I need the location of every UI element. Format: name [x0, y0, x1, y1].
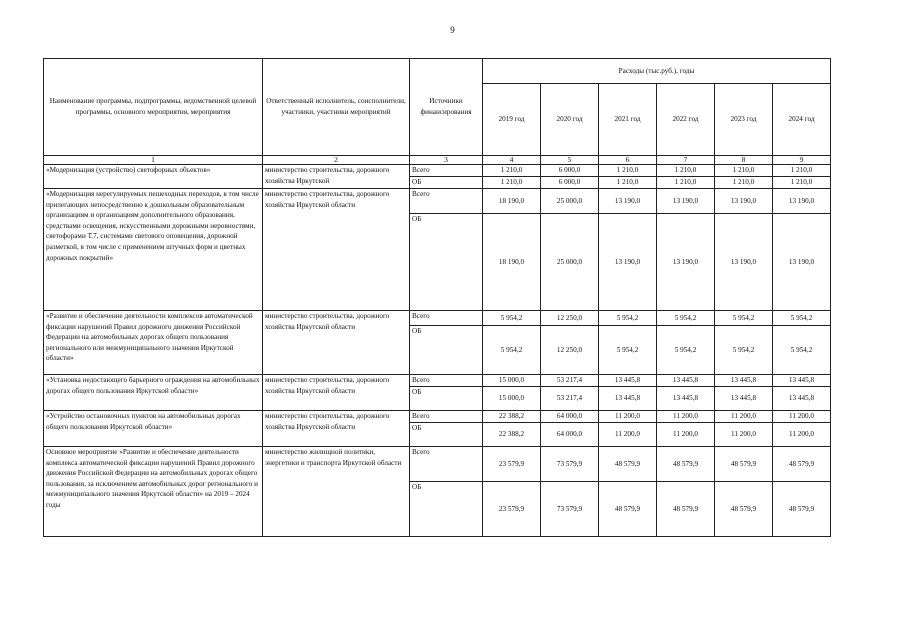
column-index-row [44, 156, 831, 165]
measure-row-total [44, 311, 831, 326]
total-value: 1 210,0 [599, 165, 657, 177]
total-value: 13 445,8 [657, 375, 715, 387]
ob-value: 11 200,0 [599, 423, 657, 447]
header-year: 2021 год [599, 84, 657, 156]
measure-row-total [44, 189, 831, 214]
measure-executor: министерство строительства, дорожного хозяйства Иркутской области [263, 411, 410, 447]
total-value: 1 210,0 [483, 165, 541, 177]
source-ob-label: ОБ [410, 326, 483, 375]
header-expenses: Расходы (тыс.руб.), годы [483, 59, 831, 84]
ob-value: 64 000,0 [541, 423, 599, 447]
source-ob-label: ОБ [410, 482, 483, 537]
source-total-label: Всего [410, 189, 483, 214]
source-ob-label: ОБ [410, 214, 483, 311]
ob-value: 12 250,0 [541, 326, 599, 375]
ob-value: 11 200,0 [715, 423, 773, 447]
measure-row-total [44, 375, 831, 387]
total-value: 25 000,0 [541, 189, 599, 214]
total-value: 64 000,0 [541, 411, 599, 423]
ob-value: 25 000,0 [541, 214, 599, 311]
measure-name: «Устройство остановочных пунктов на автомобильных дорогах общего пользования Иркутской области» [44, 411, 263, 447]
measure-executor: министерство строительства, дорожного хозяйства Иркутской [263, 165, 410, 189]
total-value: 13 445,8 [599, 375, 657, 387]
ob-value: 1 210,0 [483, 177, 541, 189]
header-source: Источники финансирования [410, 59, 483, 156]
source-total-label: Всего [410, 311, 483, 326]
total-value: 5 954,2 [657, 311, 715, 326]
total-value: 13 190,0 [599, 189, 657, 214]
header-year: 2023 год [715, 84, 773, 156]
ob-value: 48 579,9 [657, 482, 715, 537]
header-row-1 [44, 59, 831, 84]
total-value: 13 445,8 [715, 375, 773, 387]
header-executor: Ответственный исполнитель, соисполнители, участники, участники мероприятий [263, 59, 410, 156]
ob-value: 13 445,8 [599, 387, 657, 411]
total-value: 11 200,0 [657, 411, 715, 423]
total-value: 13 190,0 [715, 189, 773, 214]
ob-value: 13 190,0 [715, 214, 773, 311]
measure-executor: министерство жилищной политики, энергетики и транспорта Иркутской области [263, 447, 410, 537]
financing-table [43, 58, 831, 537]
measure-executor: министерство строительства, дорожного хозяйства Иркутской области [263, 189, 410, 311]
total-value: 23 579,9 [483, 447, 541, 482]
total-value: 48 579,9 [599, 447, 657, 482]
source-total-label: Всего [410, 375, 483, 387]
ob-value: 53 217,4 [541, 387, 599, 411]
ob-value: 13 445,8 [773, 387, 831, 411]
total-value: 5 954,2 [773, 311, 831, 326]
total-value: 1 210,0 [773, 165, 831, 177]
total-value: 12 250,0 [541, 311, 599, 326]
ob-value: 5 954,2 [483, 326, 541, 375]
source-ob-label: ОБ [410, 423, 483, 447]
ob-value: 73 579,9 [541, 482, 599, 537]
total-value: 11 200,0 [715, 411, 773, 423]
ob-value: 6 000,0 [541, 177, 599, 189]
column-index: 5 [541, 156, 599, 165]
measure-executor: министерство строительства, дорожного хозяйства Иркутской области [263, 311, 410, 375]
total-value: 15 000,0 [483, 375, 541, 387]
ob-value: 22 388,2 [483, 423, 541, 447]
measure-name: Основное мероприятие «Развитие и обеспечение деятельности комплекса автоматической фиксации нарушений Правил дорожного движения Российской Федерации на автомобильных дорогах общего пользования, за исключением автомобильных дорог регионального и межмуниципального значения Иркутской области» на 2019 – 2024 годы [44, 447, 263, 537]
ob-value: 5 954,2 [773, 326, 831, 375]
ob-value: 13 190,0 [773, 214, 831, 311]
total-value: 18 190,0 [483, 189, 541, 214]
measure-row-total [44, 447, 831, 482]
measure-name: «Установка недостающего барьерного ограждения на автомобильных дорогах общего пользования Иркутской области» [44, 375, 263, 411]
column-index: 6 [599, 156, 657, 165]
source-total-label: Всего [410, 411, 483, 423]
ob-value: 1 210,0 [657, 177, 715, 189]
ob-value: 48 579,9 [599, 482, 657, 537]
ob-value: 13 190,0 [657, 214, 715, 311]
measure-name: «Развитие и обеспечение деятельности комплексов автоматической фиксации нарушений Правил дорожного движения Российской Федерации на автомобильных дорогах общего пользования регионального или межмуниципального значения Иркутской области» [44, 311, 263, 375]
ob-value: 1 210,0 [773, 177, 831, 189]
ob-value: 18 190,0 [483, 214, 541, 311]
measure-row-total [44, 165, 831, 177]
total-value: 1 210,0 [657, 165, 715, 177]
header-year: 2024 год [773, 84, 831, 156]
ob-value: 5 954,2 [599, 326, 657, 375]
ob-value: 1 210,0 [599, 177, 657, 189]
ob-value: 5 954,2 [657, 326, 715, 375]
source-ob-label: ОБ [410, 177, 483, 189]
column-index: 9 [773, 156, 831, 165]
column-index: 4 [483, 156, 541, 165]
column-index: 3 [410, 156, 483, 165]
ob-value: 13 190,0 [599, 214, 657, 311]
column-index: 2 [263, 156, 410, 165]
total-value: 13 190,0 [657, 189, 715, 214]
column-index: 8 [715, 156, 773, 165]
measure-row-total [44, 411, 831, 423]
total-value: 13 190,0 [773, 189, 831, 214]
total-value: 13 445,8 [773, 375, 831, 387]
total-value: 5 954,2 [599, 311, 657, 326]
ob-value: 15 000,0 [483, 387, 541, 411]
ob-value: 1 210,0 [715, 177, 773, 189]
source-total-label: Всего [410, 165, 483, 177]
header-year: 2019 год [483, 84, 541, 156]
total-value: 48 579,9 [773, 447, 831, 482]
page-number: 9 [450, 25, 455, 35]
total-value: 48 579,9 [715, 447, 773, 482]
ob-value: 23 579,9 [483, 482, 541, 537]
total-value: 5 954,2 [483, 311, 541, 326]
total-value: 53 217,4 [541, 375, 599, 387]
ob-value: 11 200,0 [773, 423, 831, 447]
ob-value: 13 445,8 [715, 387, 773, 411]
ob-value: 48 579,9 [715, 482, 773, 537]
column-index: 7 [657, 156, 715, 165]
measure-executor: министерство строительства, дорожного хозяйства Иркутской области [263, 375, 410, 411]
measure-name: «Модернизация нерегулируемых пешеходных переходов, в том числе прилегающих непосредственно к дошкольным образовательным организациям и организациям дополнительного образования, средствами освещения, искусственными дорожными неровностями, светофорами Т.7, системами светового оповещения, дорожной разметкой, в том числе с применением штучных форм и цветных дорожных покрытий» [44, 189, 263, 311]
total-value: 22 388,2 [483, 411, 541, 423]
ob-value: 48 579,9 [773, 482, 831, 537]
header-name: Наименование программы, подпрограммы, ведомственной целевой программы, основного мероприятия, мероприятия [44, 59, 263, 156]
total-value: 11 200,0 [773, 411, 831, 423]
source-ob-label: ОБ [410, 387, 483, 411]
ob-value: 13 445,8 [657, 387, 715, 411]
header-year: 2020 год [541, 84, 599, 156]
measure-name: «Модернизация (устройство) светофорных объектов» [44, 165, 263, 189]
source-total-label: Всего [410, 447, 483, 482]
total-value: 6 000,0 [541, 165, 599, 177]
header-year: 2022 год [657, 84, 715, 156]
ob-value: 5 954,2 [715, 326, 773, 375]
total-value: 48 579,9 [657, 447, 715, 482]
total-value: 11 200,0 [599, 411, 657, 423]
total-value: 73 579,9 [541, 447, 599, 482]
total-value: 1 210,0 [715, 165, 773, 177]
ob-value: 11 200,0 [657, 423, 715, 447]
column-index: 1 [44, 156, 263, 165]
total-value: 5 954,2 [715, 311, 773, 326]
